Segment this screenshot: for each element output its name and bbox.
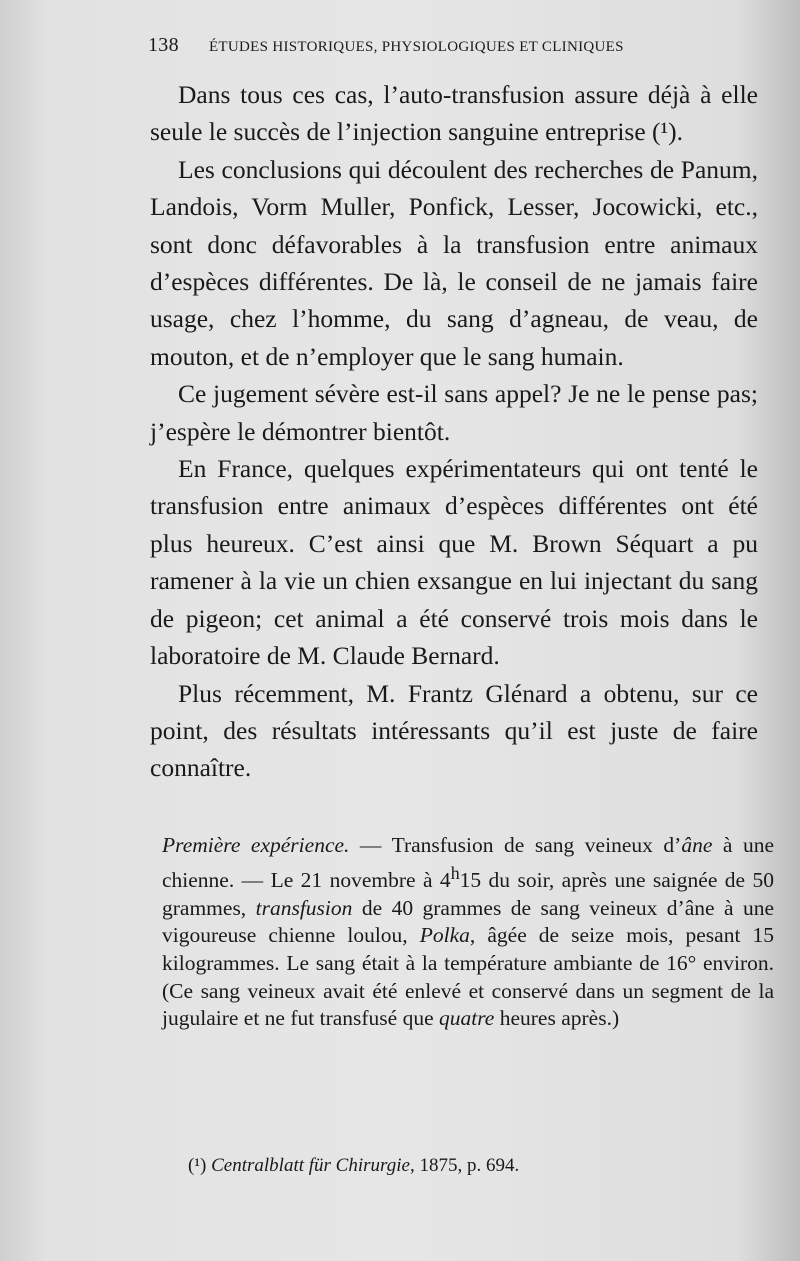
- main-text: [150, 76, 758, 787]
- experiment-text: 15 du soir, après une saignée de 50 grammes,: [162, 867, 774, 920]
- experiment-italic-polka: Polka: [419, 923, 470, 948]
- experiment-text: de 40 grammes de sang veineux d’âne à une vigoureuse chienne loulou,: [162, 895, 774, 948]
- running-title: ÉTUDES HISTORIQUES, PHYSIOLOGIQUES ET CLINIQUES: [208, 39, 624, 55]
- experiment-paragraph: [162, 832, 774, 1033]
- experiment-italic-ane: âne: [681, 833, 713, 857]
- running-header: [148, 34, 748, 57]
- paragraph: Dans tous ces cas, l’auto-transfusion assure déjà à elle seule le succès de l’injection sanguine entreprise (¹).: [150, 80, 758, 147]
- footnote-journal: Centralblatt für Chirurgie: [211, 1155, 410, 1176]
- paragraph: Plus récemment, M. Frantz Glénard a obtenu, sur ce point, des résultats intéressants qu’il est juste de faire connaître.: [150, 678, 758, 783]
- footnote-marker: (¹): [188, 1155, 207, 1176]
- experiment-italic-quatre: quatre: [439, 1006, 495, 1031]
- paragraph: Ce jugement sévère est-il sans appel? Je ne le pense pas; j’espère le démontrer bientôt.: [150, 379, 758, 446]
- footnote-reference: , 1875, p. 694.: [409, 1155, 520, 1176]
- footnote: [188, 1155, 748, 1177]
- experiment-italic-transfusion: transfusion: [255, 895, 353, 920]
- experiment-block: [162, 832, 774, 1033]
- hour-superscript: h: [450, 862, 460, 883]
- experiment-text: à une chienne. — Le 21 novembre à 4: [162, 833, 775, 892]
- experiment-title: Première expérience.: [162, 833, 350, 857]
- paragraph: Les conclusions qui découlent des recherches de Panum, Landois, Vorm Muller, Ponfick, Lesser, Jocowicki, etc., sont donc défavorables à la transfusion entre animaux d’espèces différentes. De là, le conseil de ne jamais faire usage, chez l’homme, du sang d’agneau, de veau, de mouton, et de n’employer que le sang humain.: [150, 154, 758, 371]
- experiment-text: — Transfusion de sang veineux d’: [349, 833, 682, 857]
- page-number: 138: [148, 34, 179, 56]
- experiment-text: , âgée de seize mois, pesant 15 kilogrammes. Le sang était à la température ambiante de 16° environ. (Ce sang veineux avait été enlevé et conservé dans un segment de la jugulaire et ne fut transfusé que: [162, 923, 774, 1031]
- paragraph: En France, quelques expérimentateurs qui ont tenté le transfusion entre animaux d’espèces différentes ont été plus heureux. C’est ainsi que M. Brown Séquart a pu ramener à la vie un chien exsangue en lui injectant du sang de pigeon; cet animal a été conservé trois mois dans le laboratoire de M. Claude Bernard.: [150, 454, 758, 671]
- experiment-text: heures après.): [494, 1006, 620, 1031]
